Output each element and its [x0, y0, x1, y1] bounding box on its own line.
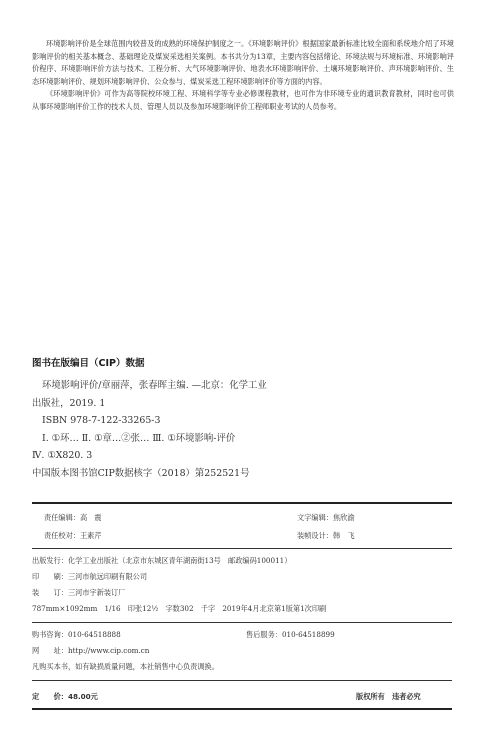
website: 网 址：http://www.cip.com.cn [32, 646, 150, 655]
after-sales-hotline: 售后服务：010-64518899 [246, 630, 335, 639]
divider [32, 502, 452, 504]
text-editor: 文字编辑：焦欣渝 [297, 513, 355, 522]
copyright-notice: 版权所有 违者必究 [356, 692, 421, 701]
cip-classification-code: Ⅳ. ①X820. 3 [32, 450, 93, 462]
cip-publisher-line: 出版社，2019. 1 [32, 397, 106, 409]
cip-heading: 图书在版编目（CIP）数据 [32, 358, 145, 369]
divider [32, 680, 452, 681]
cip-record [32, 377, 452, 483]
book-introduction [32, 38, 454, 114]
proofreader: 责任校对：王素芹 [44, 531, 102, 540]
publisher-info: 出版发行：化学工业出版社（北京市东城区青年湖南街13号 邮政编码100011） [32, 556, 292, 565]
purchase-hotline: 购书咨询：010-64518888 [32, 630, 121, 639]
price: 定 价：48.00元 [32, 692, 98, 701]
responsible-editor: 责任编辑：高 震 [44, 513, 102, 522]
cip-title-line: 环境影响评价/章丽萍，张春晖主编. —北京：化学工业 [42, 380, 267, 391]
divider [32, 622, 452, 623]
cip-isbn: ISBN 978-7-122-33265-3 [42, 415, 161, 427]
print-specs: 787mm×1092mm 1/16 印张12½ 字数302 千字 2019年4月北京第1版第1次印刷 [32, 604, 327, 613]
printer-info: 印 刷：三河市航远印刷有限公司 [32, 572, 148, 581]
designer: 装帧设计：韩 飞 [297, 531, 355, 540]
cip-verification: 中国版本图书馆CIP数据核字（2018）第252521号 [32, 467, 250, 479]
binder-info: 装 订：三河市宇新装订厂 [32, 588, 126, 597]
intro-paragraph: 《环境影响评价》可作为高等院校环境工程、环境科学等专业必修课程教材，也可作为非环境专业的通识教育教材，同时也可供从事环境影响评价工作的技术人员、管理人员以及参加环境影响评价工程师职业考试的人员参考。 [32, 89, 454, 111]
cip-classification: Ⅰ. ①环… Ⅱ. ①章…②张… Ⅲ. ①环境影响-评价 [42, 432, 236, 444]
quality-notice: 凡购买本书，如有缺损质量问题，本社销售中心负责调换。 [32, 662, 219, 671]
intro-paragraph: 环境影响评价是全球范围内较普及的成熟的环境保护制度之一。《环境影响评价》根据国家最新标准比较全面和系统地介绍了环境影响评价的相关基本概念、基础理论及煤炭采选相关案例。本书共分为13章，主要内容包括绪论、环境法规与环境标准、环境影响评价程序、环境影响评价方法与技术、工程分析、大气环境影响评价、地表水环境影响评价、土壤环境影响评价、声环境影响评价、生态环境影响评价、规划环境影响评价、公众参与、煤炭采选工程环境影响评价等方面的内容。 [32, 39, 454, 86]
divider [32, 548, 452, 549]
divider [32, 708, 452, 710]
